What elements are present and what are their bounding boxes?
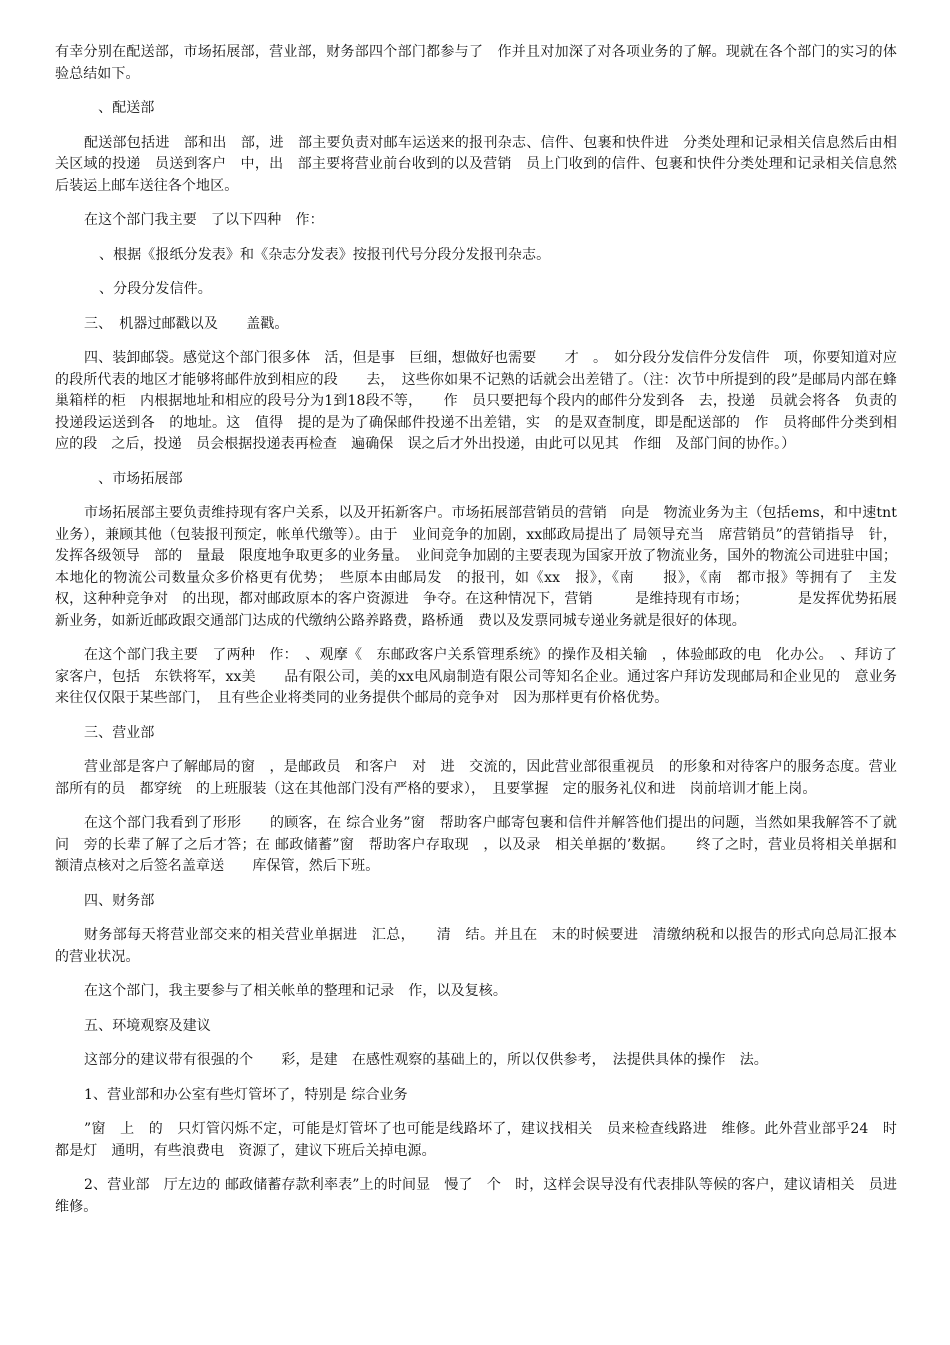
paragraph: 在这个部门，我主要参与了相关帐单的整理和记录 作，以及复核。 [84, 983, 507, 999]
document-body [55, 42, 926, 1231]
paragraph: 营业部是客户了解邮局的窗 ，是邮政员 和客户 对 进 交流的，因此营业部很重视员 的形象和对待客户的服务态度。营业部所有的员 都穿统 的上班服装（这在其他部门没有严格的要求）， 且要掌握 定的服务礼仪和进 岗前培训才能上岗。 [55, 759, 897, 797]
paragraph: ”窗 上 的 只灯管闪烁不定，可能是灯管坏了也可能是线路坏了，建议找相关 员来检查线路进 维修。此外营业部乎24 时都是灯 通明，有些浪费电 资源了，建议下班后关掉电源。 [55, 1121, 897, 1159]
paragraph: 市场拓展部主要负责维持现有客户关系，以及开拓新客户。市场拓展部营销员的营销 向是 物流业务为主（包括ems，和中速tnt业务），兼顾其他（包装报刊预定，帐单代缴等）。由于 业间竞争的加剧，xx邮政局提出了 局领导充当 席营销员”的营销指导 针，发挥各级领导 部的 量最 限度地争取更多的业务量。 业间竞争加剧的主要表现为国家开放了物流业务，国外的物流公司进驻中国；本地化的物流公司数量众多价格更有优势； 些原本由邮局发 的报刊，如《xx 报》，《南 报》，《南 都市报》等拥有了 主发 权，这种种竞争对 的出现，都对邮政原本的客户资源进 争夺。在这种情况下，营销 是维持现有市场； 是发挥优势拓展新业务，如新近邮政跟交通部门达成的代缴纳公路养路费，路桥通 费以及发票同城专递业务就是很好的体现。 [55, 505, 912, 629]
paragraph: 配送部包括进 部和出 部，进 部主要负责对邮车运送来的报刊杂志、信件、包裹和快件进 分类处理和记录相关信息然后由相关区域的投递 员送到客户 中，出 部主要将营业前台收到的以及营销 员上门收到的信件、包裹和快件分类处理和记录相关信息然后装运上邮车送往各个地区。 [55, 134, 897, 194]
section-heading: 三、 机器过邮戳以及 盖戳。 [84, 315, 289, 332]
list-item: 、根据《报纸分发表》和《杂志分发表》按报刊代号分段分发报刊杂志。 [99, 246, 551, 263]
section-heading: 、配送部 [84, 100, 155, 116]
list-item: 、分段分发信件。 [99, 281, 212, 297]
paragraph: 这部分的建议带有很强的个 彩，是建 在感性观察的基础上的，所以仅供参考， 法提供具体的操作 法。 [84, 1052, 768, 1068]
paragraph: 在这个部门我看到了形形 的顾客，在 综合业务”窗 帮助客户邮寄包裹和信件并解答他们提出的问题，当然如果我解答不了就问 旁的长辈了解了之后才答；在 邮政储蓄”窗 帮助客户存取现 ，以及录 相关单据的’数据。 终了之时，营业员将相关单据和 额清点核对之后签名盖章送 库保管，然后下班。 [55, 815, 912, 874]
paragraph: 1、营业部和办公室有些灯管坏了，特别是 综合业务 [84, 1086, 408, 1103]
section-heading: 、市场拓展部 [84, 470, 183, 487]
paragraph: 在这个部门我主要 了两种 作： 、观摩《 东邮政客户关系管理系统》的操作及相关输 ，体验邮政的电 化办公。 、拜访了 家客户，包括 东铁将军，xx美 品有限公司，美的xx电风扇制造有限公司等知名企业。通过客户拜访发现邮局和企业见的 意业务来往仅仅限于某些部门， 且有些企业将类同的业务提供个邮局的竞争对 因为那样更有价格优势。 [55, 647, 926, 706]
section-heading: 四、财务部 [84, 892, 155, 909]
section-heading: 三、营业部 [84, 724, 155, 741]
section-heading: 五、环境观察及建议 [84, 1017, 211, 1034]
paragraph: 财务部每天将营业部交来的相关营业单据进 汇总， 清 结。并且在 末的时候要进 清缴纳税和以报告的形式向总局汇报本 的营业状况。 [55, 927, 912, 965]
paragraph: 在这个部门我主要 了以下四种 作： [84, 212, 324, 228]
paragraph: 四、装卸邮袋。感觉这个部门很多体 活，但是事 巨细，想做好也需要 才 。 如分段分发信件分发信件 项，你要知道对应的段所代表的地区才能够将邮件放到相应的段 去， 这些你如果不记熟的话就会出差错了。（注：次节中所提到的段”是邮局内部在蜂巢箱样的柜 内根据地址和相应的段号分为1到18段不等， 作 员只要把每个段内的邮件分发到各 去，投递 员就会将各 负责的投递段运送到各 的地址。这 值得 提的是为了确保邮件投递不出差错，实 的是双查制度，即是配送部的 作 员将邮件分类到相应的段 之后，投递 员会根据投递表再检查 遍确保 误之后才外出投递，由此可以见其 作细 及部门间的协作。） [55, 350, 897, 452]
paragraph: 有幸分别在配送部，市场拓展部，营业部，财务部四个部门都参与了 作并且对加深了对各项业务的了解。现就在各个部门的实习的体验总结如下。 [55, 44, 897, 82]
paragraph: 2、营业部 厅左边的 邮政储蓄存款利率表”上的时间显 慢了 个 时，这样会误导没有代表排队等候的客户，建议请相关 员进 维修。 [55, 1177, 912, 1215]
